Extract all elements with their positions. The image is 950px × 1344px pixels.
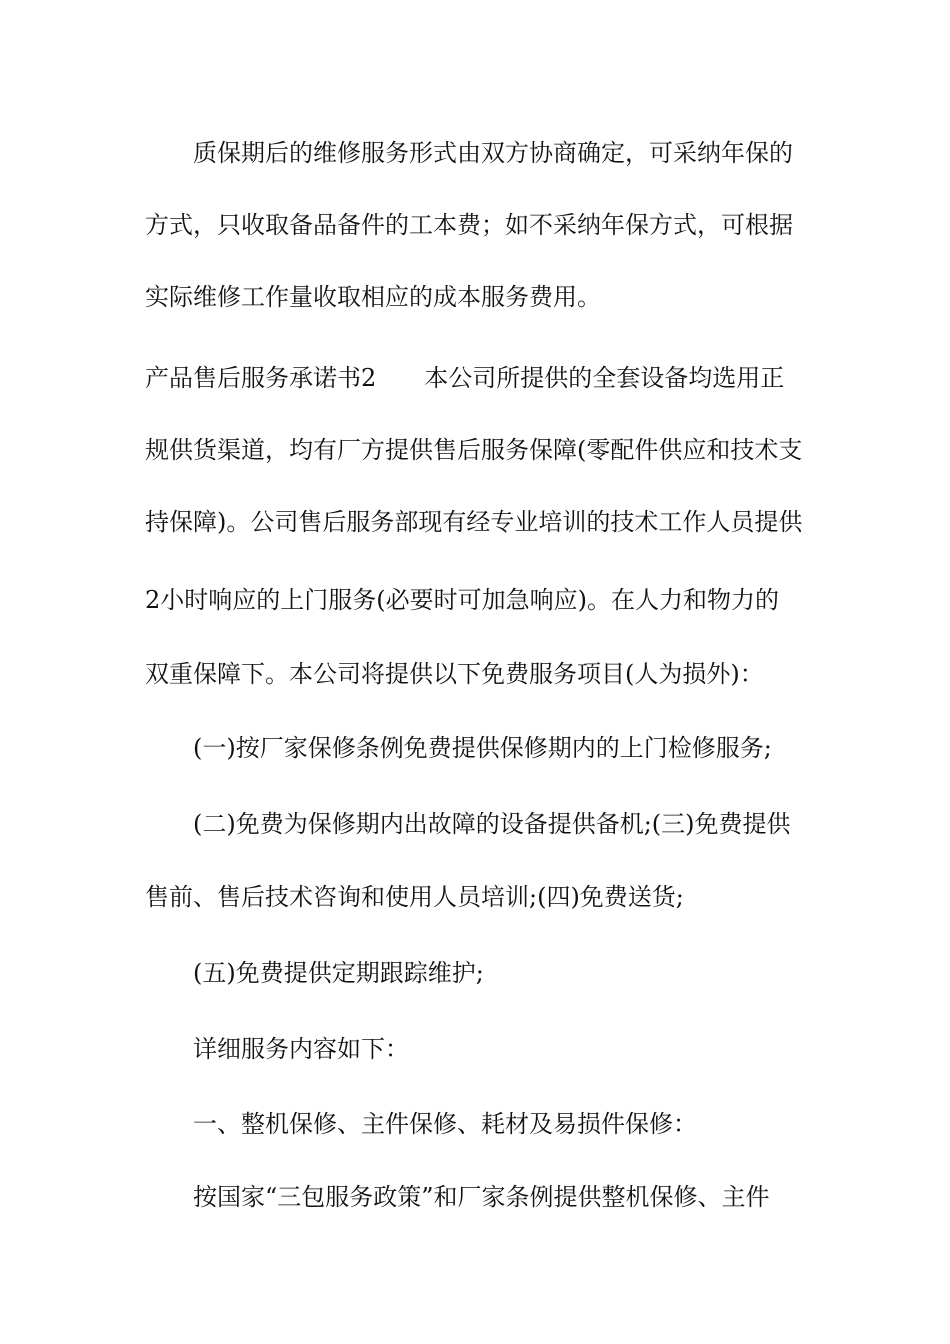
paragraph-line: 按国家“三包服务政策”和厂家条例提供整机保修、主件 <box>193 1183 770 1211</box>
paragraph-line: 详细服务内容如下： <box>193 1035 409 1063</box>
heading-line <box>145 360 810 396</box>
paragraph-line: 质保期后的维修服务形式由双方协商确定，可采纳年保的 <box>193 139 793 167</box>
paragraph-line: 双重保障下。本公司将提供以下免费服务项目(人为损外)： <box>145 660 764 688</box>
paragraph-line: 方式，只收取备品备件的工本费；如不采纳年保方式，可根据 <box>145 211 793 239</box>
paragraph-line: 售前、售后技术咨询和使用人员培训;(四)免费送货; <box>145 883 684 911</box>
section-heading: 一、整机保修、主件保修、耗材及易损件保修： <box>193 1110 697 1138</box>
paragraph-line: 持保障)。公司售后服务部现有经专业培训的技术工作人员提供 <box>145 508 803 536</box>
paragraph-line: (五)免费提供定期跟踪维护; <box>193 959 484 987</box>
paragraph-line: (一)按厂家保修条例免费提供保修期内的上门检修服务; <box>193 734 772 762</box>
paragraph-line: 规供货渠道，均有厂方提供售后服务保障(零配件供应和技术支 <box>145 436 803 464</box>
paragraph-line: (二)免费为保修期内出故障的设备提供备机;(三)免费提供 <box>193 810 791 838</box>
document-heading: 产品售后服务承诺书2 <box>145 364 377 392</box>
paragraph-text: 本公司所提供的全套设备均选用正 <box>424 364 785 392</box>
paragraph-line: 2小时响应的上门服务(必要时可加急响应)。在人力和物力的 <box>145 586 779 614</box>
paragraph-line: 实际维修工作量收取相应的成本服务费用。 <box>145 283 601 311</box>
